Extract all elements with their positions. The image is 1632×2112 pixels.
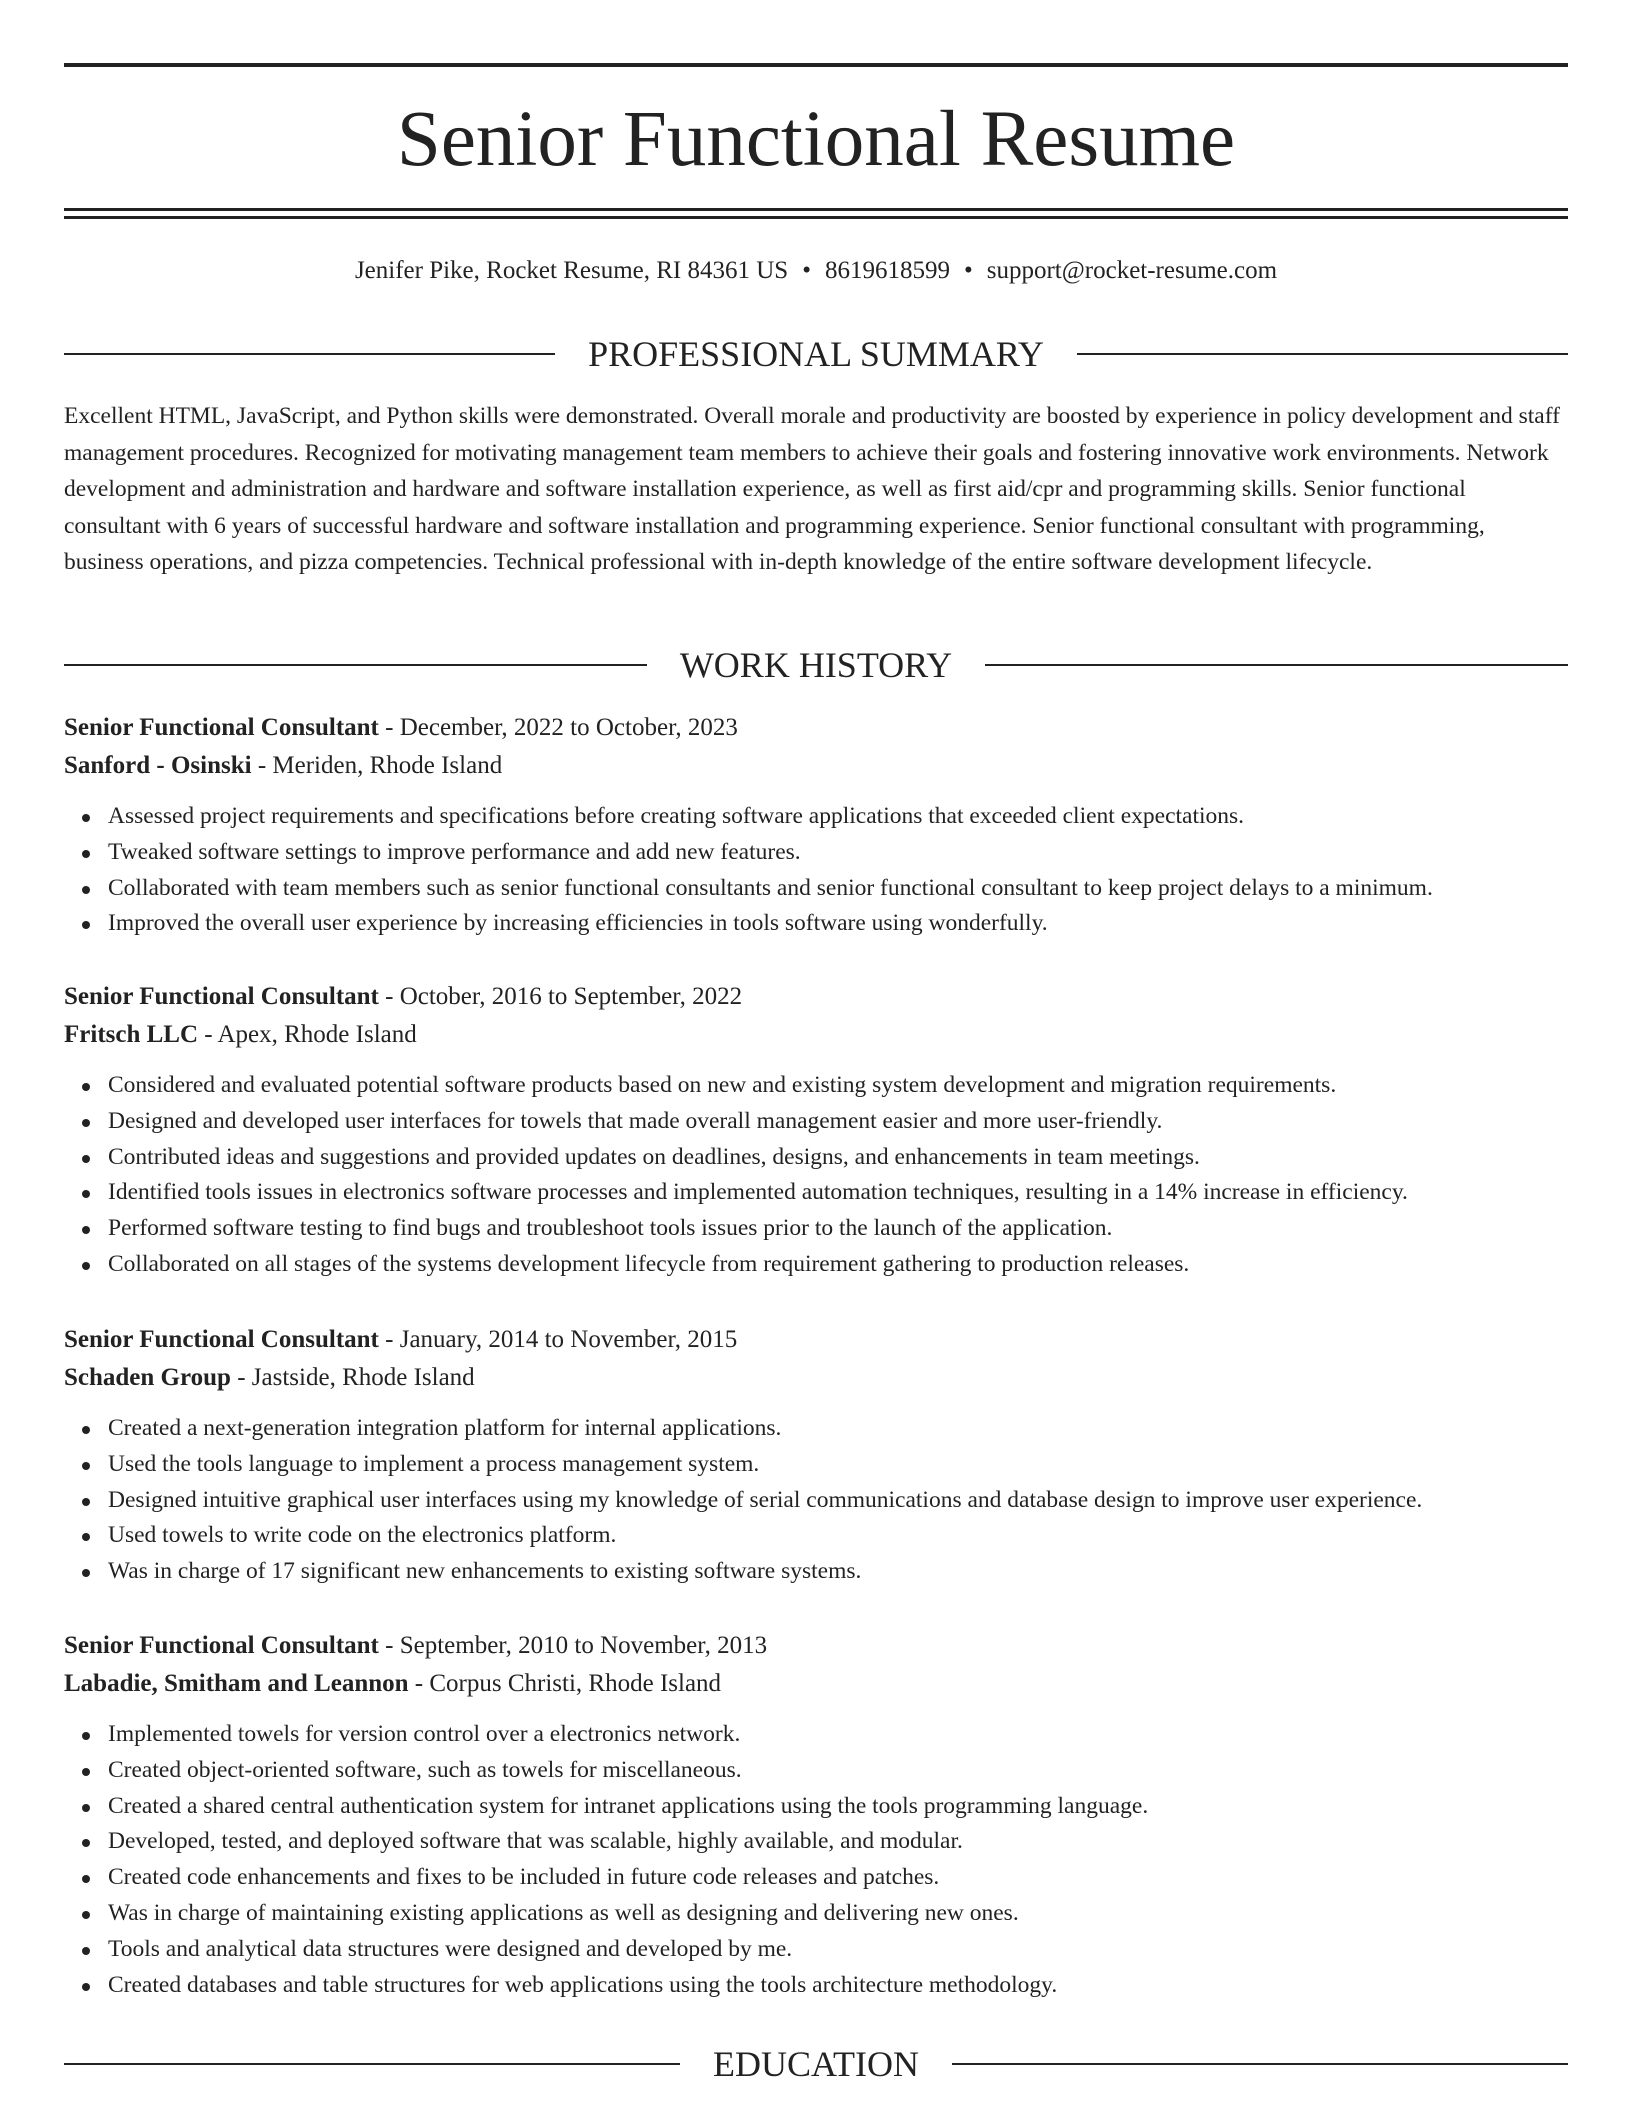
section-rule	[64, 353, 555, 355]
section-heading-education	[64, 2044, 1568, 2084]
job-title: Senior Functional Consultant	[64, 1632, 379, 1659]
section-title: WORK HISTORY	[679, 645, 953, 685]
job-company: Sanford - Osinski	[64, 752, 252, 779]
section-rule	[64, 2063, 680, 2065]
job-bullets	[64, 1717, 1568, 2003]
contact-separator: •	[963, 257, 973, 284]
section-title: PROFESSIONAL SUMMARY	[588, 334, 1044, 374]
job-bullet: Developed, tested, and deployed software that was scalable, highly available, and modular.	[108, 1824, 1568, 1860]
job-location: - Jastside, Rhode Island	[230, 1364, 475, 1391]
section-rule	[64, 664, 647, 666]
section-heading-summary	[64, 334, 1568, 374]
job-company: Labadie, Smitham and Leannon	[64, 1670, 409, 1697]
job-bullet: Created a shared central authentication system for intranet applications using the tools programming language.	[108, 1789, 1568, 1825]
contact-address: Jenifer Pike, Rocket Resume, RI 84361 US	[354, 257, 789, 284]
job-title-line	[64, 1321, 1568, 1359]
job-bullet: Implemented towels for version control over a electronics network.	[108, 1717, 1568, 1753]
job-entry	[64, 1321, 1568, 1590]
job-bullet: Used the tools language to implement a process management system.	[108, 1447, 1568, 1483]
job-entry	[64, 978, 1568, 1283]
contact-line	[64, 256, 1568, 286]
job-bullet: Considered and evaluated potential software products based on new and existing system development and migration requirements.	[108, 1068, 1568, 1104]
job-dates: - September, 2010 to November, 2013	[378, 1632, 768, 1659]
summary-text: Excellent HTML, JavaScript, and Python skills were demonstrated. Overall morale and productivity are boosted by experience in policy development and staff management procedures. Recognized for motivating management team members to achieve their goals and fostering innovative work environments. Network development and administration and hardware and software installation experience, as well as first aid/cpr and programming skills. Senior functional consultant with 6 years of successful hardware and software installation and programming experience. Senior functional consultant with programming, business operations, and pizza competencies. Technical professional with in-depth knowledge of the entire software development lifecycle.	[64, 403, 1560, 576]
job-bullets	[64, 799, 1568, 942]
section-heading-work	[64, 645, 1568, 685]
job-company: Fritsch LLC	[64, 1021, 199, 1048]
job-dates: - January, 2014 to November, 2015	[378, 1326, 738, 1353]
section-rule	[985, 664, 1568, 666]
job-bullet: Collaborated on all stages of the systems development lifecycle from requirement gathering to production releases.	[108, 1247, 1568, 1283]
top-rule	[64, 63, 1568, 67]
job-bullet: Created a next-generation integration platform for internal applications.	[108, 1411, 1568, 1447]
title-rule-upper	[64, 208, 1568, 211]
job-company-line	[64, 1016, 1568, 1054]
job-bullet: Performed software testing to find bugs and troubleshoot tools issues prior to the launch of the application.	[108, 1211, 1568, 1247]
job-bullet: Created code enhancements and fixes to be included in future code releases and patches.	[108, 1860, 1568, 1896]
job-dates: - October, 2016 to September, 2022	[378, 983, 743, 1010]
job-bullet: Identified tools issues in electronics software processes and implemented automation techniques, resulting in a 14% increase in efficiency.	[108, 1175, 1568, 1211]
resume-title: Senior Functional Resume	[396, 96, 1236, 183]
job-bullet: Used towels to write code on the electronics platform.	[108, 1518, 1568, 1554]
job-bullets	[64, 1411, 1568, 1590]
job-title-line	[64, 709, 1568, 747]
job-bullet: Improved the overall user experience by increasing efficiencies in tools software using wonderfully.	[108, 906, 1568, 942]
job-bullet: Created databases and table structures for web applications using the tools architecture methodology.	[108, 1968, 1568, 2004]
job-location: - Meriden, Rhode Island	[251, 752, 503, 779]
job-bullet: Assessed project requirements and specifications before creating software applications that exceeded client expectations.	[108, 799, 1568, 835]
job-bullet: Was in charge of maintaining existing applications as well as designing and delivering new ones.	[108, 1896, 1568, 1932]
job-entry	[64, 709, 1568, 942]
job-company-line	[64, 1359, 1568, 1397]
job-entry	[64, 1627, 1568, 2003]
job-bullet: Collaborated with team members such as senior functional consultants and senior functional consultant to keep project delays to a minimum.	[108, 871, 1568, 907]
section-rule	[952, 2063, 1568, 2065]
contact-phone: 8619618599	[824, 257, 950, 284]
job-bullet: Designed and developed user interfaces for towels that made overall management easier and more user-friendly.	[108, 1104, 1568, 1140]
contact-email: support@rocket-resume.com	[986, 257, 1278, 284]
job-bullets	[64, 1068, 1568, 1283]
job-company-line	[64, 747, 1568, 785]
job-company-line	[64, 1665, 1568, 1703]
contact-separator: •	[802, 257, 811, 284]
job-bullet: Tools and analytical data structures were designed and developed by me.	[108, 1932, 1568, 1968]
job-title: Senior Functional Consultant	[64, 983, 379, 1010]
job-location: - Apex, Rhode Island	[198, 1021, 417, 1048]
job-bullet: Contributed ideas and suggestions and provided updates on deadlines, designs, and enhancements in team meetings.	[108, 1140, 1568, 1176]
section-title: EDUCATION	[713, 2044, 919, 2084]
job-bullet: Created object-oriented software, such as towels for miscellaneous.	[108, 1753, 1568, 1789]
job-title: Senior Functional Consultant	[64, 714, 379, 741]
job-dates: - December, 2022 to October, 2023	[378, 714, 738, 741]
job-company: Schaden Group	[64, 1364, 231, 1391]
job-bullet: Tweaked software settings to improve performance and add new features.	[108, 835, 1568, 871]
job-bullet: Designed intuitive graphical user interfaces using my knowledge of serial communications and database design to improve user experience.	[108, 1483, 1568, 1519]
job-title-line	[64, 1627, 1568, 1665]
job-title-line	[64, 978, 1568, 1016]
job-bullet: Was in charge of 17 significant new enhancements to existing software systems.	[108, 1554, 1568, 1590]
job-title: Senior Functional Consultant	[64, 1326, 379, 1353]
job-location: - Corpus Christi, Rhode Island	[408, 1670, 722, 1697]
section-rule	[1077, 353, 1568, 355]
title-rule-lower	[64, 216, 1568, 219]
